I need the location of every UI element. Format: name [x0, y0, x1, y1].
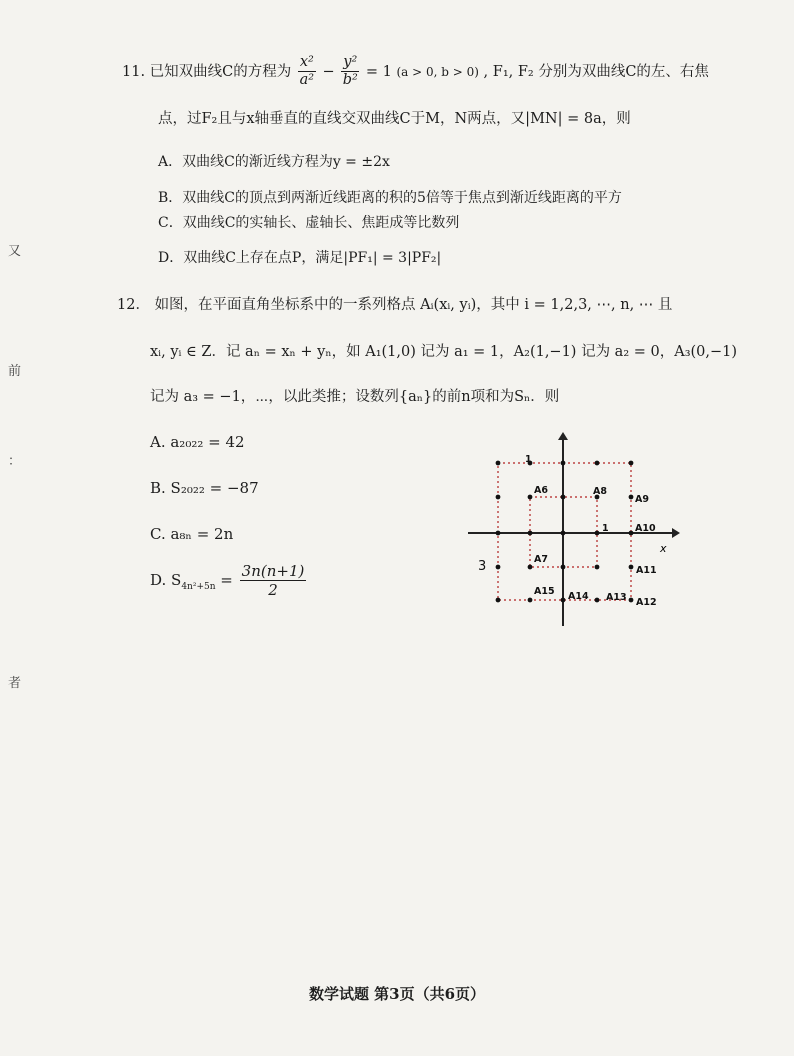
- q12-option-b: B. S₂₀₂₂ = −87: [150, 479, 259, 497]
- q11-line1: 11. 已知双曲线C的方程为 $\frac{\text{x²}}{\text{a²}}$ − $\frac{\text{y²}}{\text{b²}}$ = 1 (a > 0, b > 0) , F₁, F₂ 分别为双曲线C的左、右焦: [122, 54, 709, 88]
- q12-text1: 如图，在平面直角坐标系中的一系列格点 Aᵢ(xᵢ, yᵢ)，其中 i = 1,2,3, ⋯, n, ⋯ 且: [154, 297, 673, 313]
- label-a7: A7: [534, 554, 548, 565]
- label-a9: A9: [635, 494, 649, 505]
- label-a1: 1: [602, 523, 609, 534]
- q11-option-c: C．双曲线C的实轴长、虚轴长、焦距成等比数列: [158, 215, 460, 231]
- lattice-figure: [462, 430, 682, 630]
- label-handwritten-3: 3: [478, 559, 487, 574]
- q11-stem-suffix: , F₁, F₂ 分别为双曲线C的左、右焦: [483, 64, 709, 81]
- margin-mark-1: 又: [8, 244, 22, 259]
- q11-condition: (a > 0, b > 0): [396, 65, 479, 80]
- margin-mark-3: ：: [8, 454, 22, 469]
- q11-frac-y: $\frac{\text{y²}}{\text{b²}}$: [342, 54, 358, 88]
- label-a8: A8: [593, 486, 607, 497]
- y-axis-arrow: [558, 432, 568, 440]
- margin-mark-4: 者: [8, 676, 22, 691]
- q11-equals: = 1: [365, 64, 392, 81]
- q12-option-c: C. a₈ₙ = 2n: [150, 525, 234, 543]
- q11-option-b: B．双曲线C的顶点到两渐近线距离的积的5倍等于焦点到渐近线距离的平方: [158, 190, 622, 206]
- label-a12: A12: [636, 597, 657, 608]
- page-footer: 数学试题 第3页（共6页）: [308, 985, 486, 1003]
- label-top: 1: [525, 454, 532, 465]
- q11-number: 11.: [122, 64, 146, 81]
- q12-option-d: D. $S_{4n^2+5n}$ = $\frac{3n(n+1)}{2}$: [150, 562, 305, 599]
- x-axis-arrow: [672, 528, 680, 538]
- label-a6: A6: [534, 485, 548, 496]
- q11-frac-x: $\frac{\text{x²}}{\text{a²}}$: [299, 54, 315, 88]
- q12-line2: xᵢ, yᵢ ∈ Z．记 aₙ = xₙ + yₙ，如 A₁(1,0) 记为 a₁ = 1，A₂(1,−1) 记为 a₂ = 0，A₃(0,−1): [150, 344, 738, 360]
- label-a10: A10: [635, 523, 656, 534]
- q11-line2: 点，过F₂且与x轴垂直的直线交双曲线C于M，N两点，又|MN| = 8a，则: [158, 111, 631, 127]
- q12-line3: 记为 a₃ = −1，⋯，以此类推；设数列{aₙ}的前n项和为Sₙ．则: [150, 389, 560, 405]
- x-axis-label: x: [660, 542, 667, 555]
- q12-option-a: A. a₂₀₂₂ = 42: [150, 433, 245, 451]
- margin-mark-2: 前: [8, 364, 22, 379]
- label-a11: A11: [636, 565, 657, 576]
- q12-number: 12．: [117, 297, 150, 313]
- label-a15: A15: [534, 586, 555, 597]
- lattice-points: [496, 461, 634, 603]
- q11-option-a: A．双曲线C的渐近线方程为y = ±2x: [158, 154, 390, 170]
- label-a13: A13: [606, 592, 627, 603]
- q11-option-d: D．双曲线C上存在点P，满足|PF₁| = 3|PF₂|: [158, 250, 442, 266]
- q11-stem-prefix: 已知双曲线C的方程为: [149, 64, 292, 81]
- label-a14: A14: [568, 591, 589, 602]
- q12-line1: [117, 293, 672, 314]
